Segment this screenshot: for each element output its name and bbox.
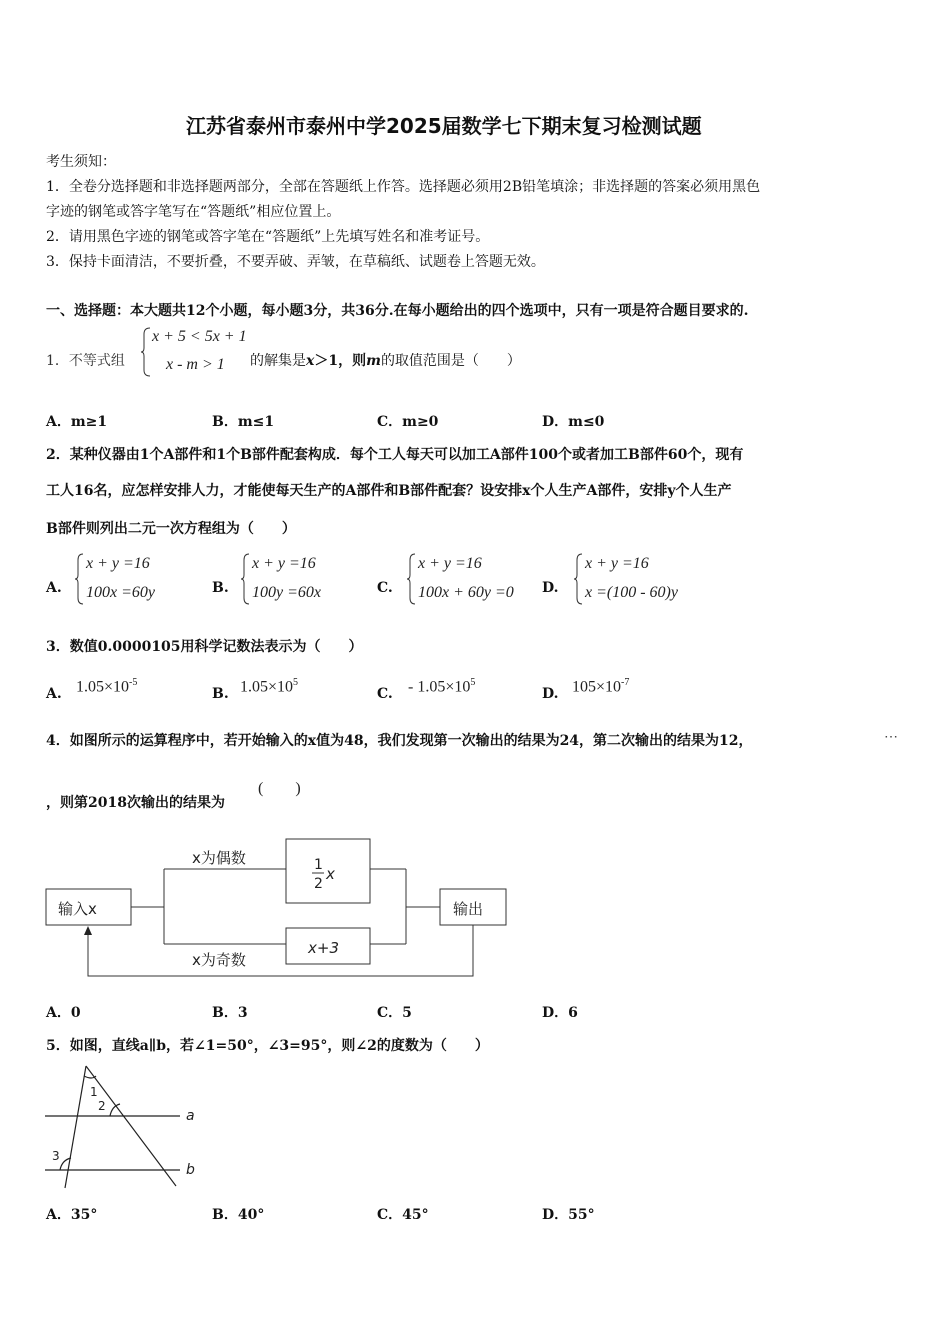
- q4-ellipsis: ⋯: [884, 729, 898, 745]
- q1-equation-2: x - m > 1: [166, 356, 225, 373]
- notice-item-1a: 1．全卷分选择题和非选择题两部分，全部在答题纸上作答。选择题必须用2B铅笔填涂；非选择题的答案必须用黑色: [46, 179, 761, 195]
- q3-stem: 3．数值0.0000105用科学记数法表示为（ ）: [46, 639, 363, 655]
- q4-option-b: B．3: [212, 1005, 248, 1021]
- q5-option-d: D．55°: [542, 1207, 595, 1223]
- angle-3-label: 3: [52, 1149, 60, 1163]
- page-title: 江苏省泰州市泰州中学2025届数学七下期末复习检测试题: [186, 114, 702, 138]
- q2-label-d: D.: [542, 580, 559, 596]
- q2-line-2: 工人16名，应怎样安排人力，才能使每天生产的A部件和B部件配套？设安排x个人生产A部件，安排y个人生产: [46, 483, 732, 499]
- q1-option-d: D．m≤0: [542, 414, 605, 430]
- q1-option-c: C．m≥0: [377, 414, 439, 430]
- q2-a-eq-2: 100x =60y: [86, 584, 155, 601]
- q1-option-b: B．m≤1: [212, 414, 275, 430]
- q4-paren: ( ): [258, 780, 301, 797]
- q3-value-a: [76, 674, 137, 696]
- q3-value-a-exp: -5: [129, 677, 138, 688]
- q3-label-a: A.: [46, 686, 62, 702]
- q3-value-d: [572, 674, 629, 696]
- notice-item-1b: 字迹的钢笔或答字笔写在“答题纸”相应位置上。: [46, 204, 341, 220]
- q1-option-a: A．m≥1: [46, 414, 108, 430]
- q1-suffix-m: m: [366, 353, 381, 369]
- section-heading: 一、选择题：本大题共12个小题，每小题3分，共36分.在每小题给出的四个选项中，只有一项是符合题目要求的.: [46, 303, 749, 319]
- notice-item-3: 3．保持卡面清洁，不要折叠，不要弄破、弄皱，在草稿纸、试题卷上答题无效。: [46, 254, 545, 270]
- q4-option-c: C．5: [377, 1005, 412, 1021]
- q1-suffix-x: x: [306, 353, 315, 369]
- notice-heading: 考生须知：: [46, 154, 116, 170]
- angle-2-label: 2: [98, 1099, 106, 1113]
- flow-odd-label: x为奇数: [192, 951, 246, 969]
- q4-flowchart: [40, 835, 510, 980]
- notice-item-2: 2．请用黑色字迹的钢笔或答字笔在“答题纸”上先填写姓名和准考证号。: [46, 229, 490, 245]
- flow-half-numerator: 1: [314, 857, 323, 873]
- q3-value-b-exp: 5: [293, 677, 299, 688]
- q5-stem: 5．如图，直线a∥b，若∠1=50°，∠3=95°，则∠2的度数为（ ）: [46, 1038, 489, 1054]
- q5-figure: [40, 1062, 210, 1192]
- q2-c-eq-2: 100x + 60y =0: [418, 584, 514, 601]
- flow-output-label: 输出: [453, 900, 484, 918]
- label-b: b: [186, 1162, 195, 1178]
- q3-value-c-exp: 5: [470, 677, 476, 688]
- q3-label-b: B.: [212, 686, 229, 702]
- label-a: a: [186, 1108, 195, 1124]
- q2-line-3: B部件则列出二元一次方程组为（ ）: [46, 521, 296, 537]
- q3-value-c: [408, 674, 475, 696]
- q1-brace-icon: [140, 326, 152, 378]
- angle-1-label: 1: [90, 1085, 98, 1099]
- q3-label-c: C.: [377, 686, 393, 702]
- q5-option-c: C．45°: [377, 1207, 429, 1223]
- q2-label-b: B.: [212, 580, 229, 596]
- q1-suffix-c: 的取值范围是（ ）: [380, 353, 521, 369]
- q3-value-a-base: 1.05×10: [76, 678, 130, 696]
- q1-suffix-b: ＞1，则: [314, 353, 367, 369]
- q1-equation-1: x + 5 < 5x + 1: [152, 328, 247, 345]
- q1-suffix: [250, 352, 521, 370]
- q4-option-a: A．0: [46, 1005, 81, 1021]
- q1-prefix: 1．不等式组: [46, 353, 125, 369]
- flow-even-label: x为偶数: [192, 849, 246, 867]
- flow-input-label: 输入x: [58, 900, 97, 918]
- q3-value-b: [240, 674, 298, 696]
- q2-c-eq-1: x + y =16: [418, 555, 482, 572]
- q2-d-brace-icon: [573, 552, 583, 606]
- q2-d-eq-2: x =(100 - 60)y: [585, 584, 678, 601]
- q4-line-2: ，则第2018次输出的结果为: [46, 795, 225, 811]
- q3-value-d-base: 105×10: [572, 678, 622, 696]
- flow-half-variable: x: [326, 865, 335, 883]
- flow-plus3-label: x+3: [308, 939, 339, 957]
- q2-label-c: C.: [377, 580, 393, 596]
- q3-label-d: D.: [542, 686, 559, 702]
- q2-d-eq-1: x + y =16: [585, 555, 649, 572]
- flow-return-arrow-icon: [84, 926, 92, 935]
- q2-b-eq-1: x + y =16: [252, 555, 316, 572]
- q1-suffix-a: 的解集是: [250, 353, 306, 369]
- flow-half-denominator: 2: [314, 876, 323, 892]
- q2-b-eq-2: 100y =60x: [252, 584, 321, 601]
- q5-option-a: A．35°: [46, 1207, 98, 1223]
- q5-option-b: B．40°: [212, 1207, 265, 1223]
- q2-c-brace-icon: [406, 552, 416, 606]
- q4-option-d: D．6: [542, 1005, 578, 1021]
- q2-a-eq-1: x + y =16: [86, 555, 150, 572]
- q3-value-c-base: - 1.05×10: [408, 678, 471, 696]
- q3-value-b-base: 1.05×10: [240, 678, 294, 696]
- q2-a-brace-icon: [74, 552, 84, 606]
- q4-line-1: 4．如图所示的运算程序中，若开始输入的x值为48，我们发现第一次输出的结果为24，第二次输出的结果为12，: [46, 733, 753, 749]
- q2-b-brace-icon: [240, 552, 250, 606]
- q2-label-a: A.: [46, 580, 62, 596]
- q2-line-1: 2．某种仪器由1个A部件和1个B部件配套构成．每个工人每天可以加工A部件100个或者加工B部件60个，现有: [46, 447, 744, 463]
- transversal-right: [86, 1066, 176, 1186]
- q3-value-d-exp: -7: [621, 677, 630, 688]
